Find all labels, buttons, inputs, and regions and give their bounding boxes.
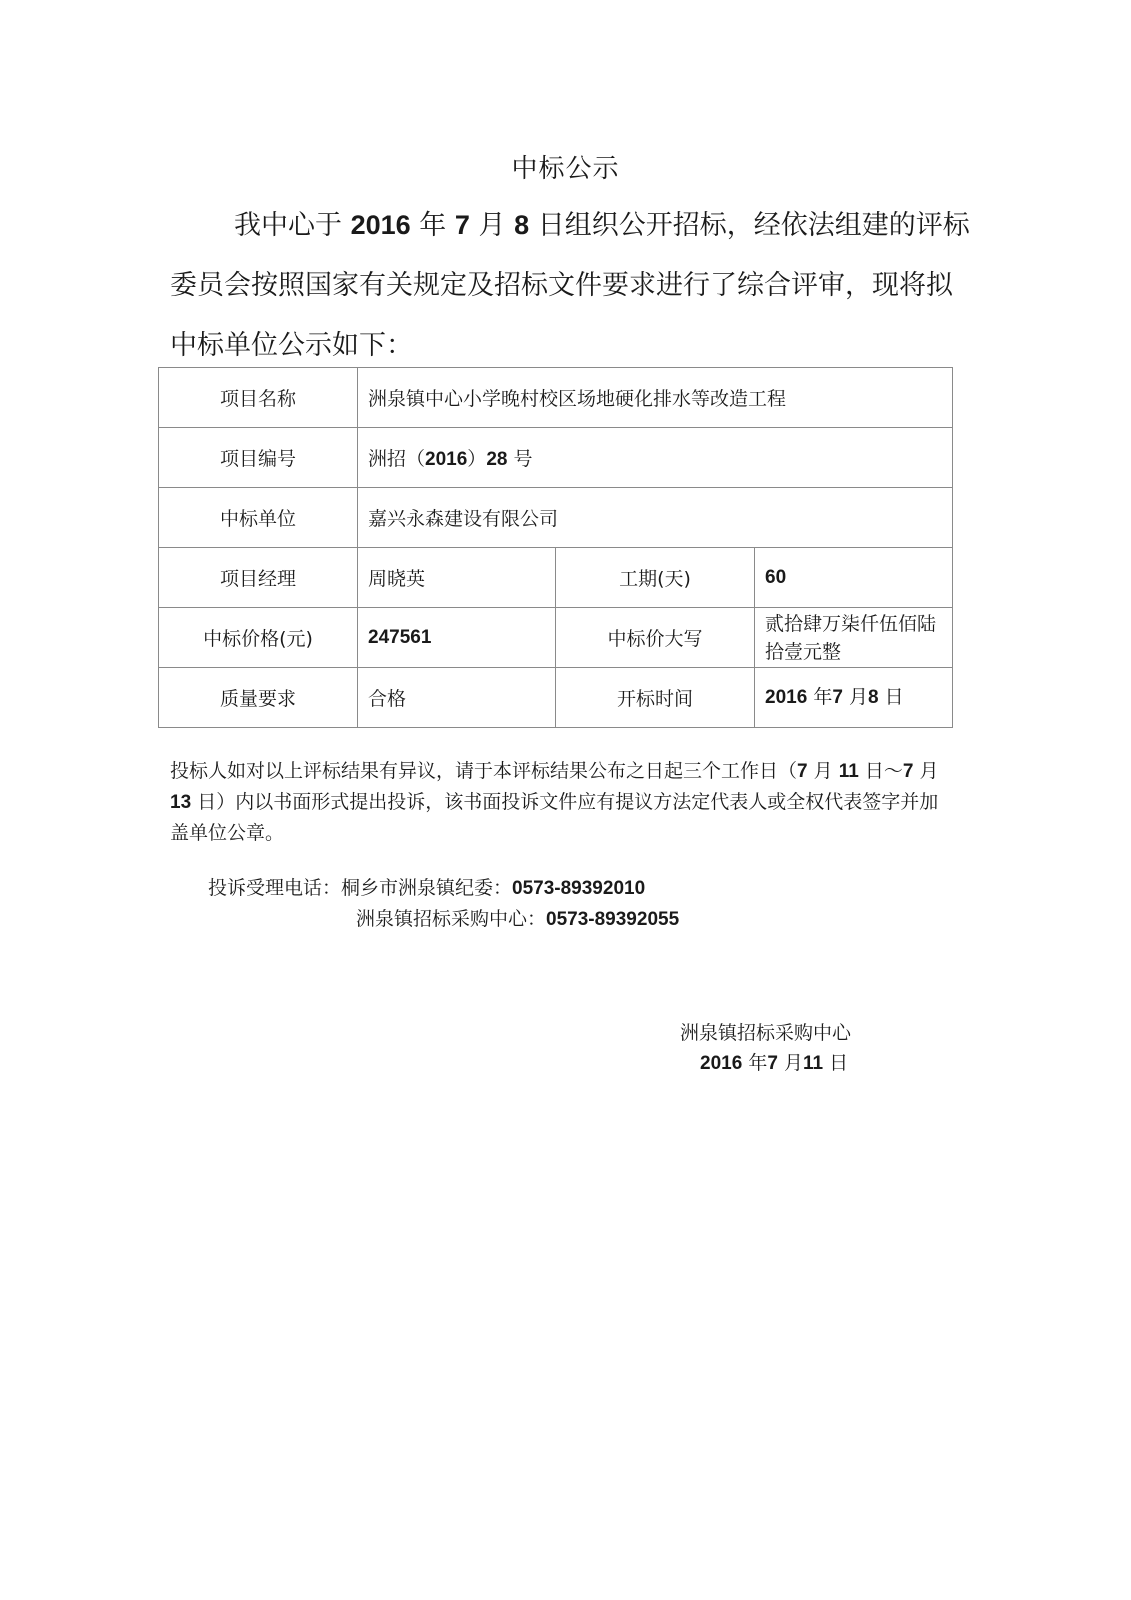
intro-day: 8 xyxy=(514,210,530,240)
duration-label: 工期(天) xyxy=(556,548,755,608)
duration-number: 60 xyxy=(765,567,787,588)
table-row xyxy=(159,608,953,668)
intro-paragraph xyxy=(170,195,970,376)
table-row xyxy=(159,428,953,488)
price-number: 247561 xyxy=(368,627,432,648)
open-time-m: 月 xyxy=(848,686,868,708)
price-caps-value: 贰拾肆万柒仟伍佰陆拾壹元整 xyxy=(755,608,953,668)
price-label: 中标价格(元) xyxy=(159,608,358,668)
notice-text-m2: 月 xyxy=(919,760,939,782)
signature-date xyxy=(680,1048,851,1079)
contact-phone-1: 0573-89392010 xyxy=(512,878,646,899)
signature-m: 月 xyxy=(783,1052,803,1074)
signature-y: 年 xyxy=(748,1052,768,1074)
open-time-month: 7 xyxy=(832,687,843,708)
project-no-label: 项目编号 xyxy=(159,428,358,488)
signature-day: 11 xyxy=(802,1053,824,1074)
quality-value: 合格 xyxy=(358,668,556,728)
manager-label: 项目经理 xyxy=(159,548,358,608)
project-no-year: 2016 xyxy=(425,449,468,470)
notice-day-1: 11 xyxy=(838,761,859,782)
price-value xyxy=(358,608,556,668)
open-time-d: 日 xyxy=(884,686,904,708)
intro-year: 2016 xyxy=(350,210,411,240)
signature-block xyxy=(680,1018,851,1079)
contact-line-2 xyxy=(208,904,679,935)
notice-text-m1: 月 xyxy=(813,760,833,782)
document-title: 中标公示 xyxy=(511,154,620,184)
notice-month-1: 7 xyxy=(797,761,808,782)
contact-label-1: 投诉受理电话：桐乡市洲泉镇纪委： xyxy=(208,877,513,899)
notice-day-2: 13 xyxy=(170,792,192,813)
duration-value xyxy=(755,548,953,608)
project-no-num: 28 xyxy=(486,449,508,470)
contact-label-2: 洲泉镇招标采购中心： xyxy=(356,908,547,930)
intro-text-4: 日组织公开招标，经依法组建的评标委员会按照国家有关规定及招标文件要求进行了综合评审，现将拟中标单位公示如下： xyxy=(170,210,970,361)
winner-label: 中标单位 xyxy=(159,488,358,548)
open-time-day: 8 xyxy=(867,687,879,708)
open-time-value xyxy=(755,668,953,728)
signature-year: 2016 xyxy=(700,1053,743,1074)
contact-line-1 xyxy=(208,873,679,904)
manager-value: 周晓英 xyxy=(358,548,556,608)
complaint-contact xyxy=(208,873,679,935)
intro-text-2: 年 xyxy=(419,210,447,241)
project-no-value xyxy=(358,428,953,488)
project-no-suffix: 号 xyxy=(513,448,533,470)
project-no-mid: ） xyxy=(467,448,487,470)
table-row xyxy=(159,488,953,548)
bid-result-table xyxy=(158,367,953,728)
project-name-value: 洲泉镇中心小学晚村校区场地硬化排水等改造工程 xyxy=(358,368,953,428)
winner-value: 嘉兴永森建设有限公司 xyxy=(358,488,953,548)
objection-notice xyxy=(170,756,950,848)
signature-d: 日 xyxy=(829,1052,849,1074)
notice-text-1: 投标人如对以上评标结果有异议，请于本评标结果公布之日起三个工作日（ xyxy=(170,760,798,782)
intro-text-3: 月 xyxy=(478,210,506,241)
price-caps-label: 中标价大写 xyxy=(556,608,755,668)
signature-org: 洲泉镇招标采购中心 xyxy=(680,1022,852,1044)
notice-text-d1: 日～ xyxy=(864,760,903,782)
intro-text-1: 我中心于 xyxy=(234,210,342,241)
intro-month: 7 xyxy=(454,210,470,240)
contact-phone-2: 0573-89392055 xyxy=(546,909,680,930)
signature-month: 7 xyxy=(767,1053,778,1074)
open-time-y: 年 xyxy=(813,686,833,708)
quality-label: 质量要求 xyxy=(159,668,358,728)
table-row xyxy=(159,548,953,608)
open-time-year: 2016 xyxy=(765,687,808,708)
table-row xyxy=(159,368,953,428)
notice-text-2: 日）内以书面形式提出投诉，该书面投诉文件应有提议方法定代表人或全权代表签字并加盖单位公章。 xyxy=(170,791,939,844)
notice-month-2: 7 xyxy=(902,761,914,782)
project-name-label: 项目名称 xyxy=(159,368,358,428)
open-time-label: 开标时间 xyxy=(556,668,755,728)
project-no-prefix: 洲招（ xyxy=(368,448,426,470)
table-row xyxy=(159,668,953,728)
